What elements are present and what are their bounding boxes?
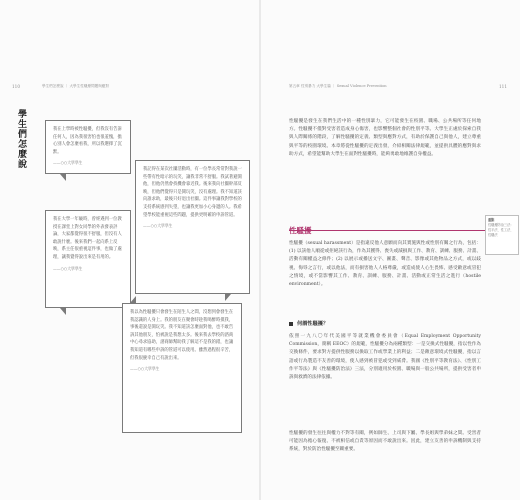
testimonial-bubble-3 [45, 210, 131, 308]
side-note-text: 性騷擾防治三法：性平法、性工法、性騷法 [488, 223, 514, 237]
testimonial-text-3: 我在大學一年級時，曾經遇到一位教授在課堂上對女同學的外表發表評論，大家都覺得很不舒服，但沒有人敢說什麼。後來我們一起向系上反映，系主任很重視這件事，也做了處理，讓我覺得說出來是有用的。 [53, 217, 122, 260]
testimonial-bubble-1 [45, 120, 131, 174]
bubble-tail-1 [60, 174, 66, 181]
testimonial-text-4: 我以為性騷擾只會發生在陌生人之間，沒想到會發生在我認識的人身上。我的朋友在聚會時趁我喝醉時摸我，事後還說是開玩笑。我不知道該怎麼面對他，也不敢告訴其他朋友，怕被說是我想太多。後來我去學校的諮商中心尋求協助，諮商師幫助我了解這不是我的錯，也讓我知道有哪些申訴的管道可以使用。雖然過程很辛苦，但我很慶幸自己有說出來。 [130, 310, 234, 361]
section-paragraph: 性騷擾（sexual harassment）是指違反他人意願而向其實施與性或性別有關之行為，包括：(1) 以該他人順從或拒絕該行為，作為其獲得、喪失或減損與工作、教育、訓練、服務、計畫、活動有關權益之條件；(2) 以展示或播送文字、圖畫、聲音、影像或其他物品之方式，或以歧視、侮辱之言行，或以他法，而有損害他人人格尊嚴，或造成使人心生畏怖、感受敵意或冒犯之情境，或不當影響其工作、教育、訓練、服務、計畫、活動或正常生活之進行（hostile environment）。 [289, 241, 481, 288]
subheading-text: 何謂性騷擾？ [297, 321, 329, 327]
left-page-number: 110 [12, 84, 20, 89]
square-bullet-icon [289, 322, 293, 326]
closing-paragraph: 性騷擾的發生往往與權力不對等有關，例如師生、上司與下屬、學長姐與學弟妹之間。受害者可能因為擔心報復、不被相信或自責等原因而不敢說出來。因此，建立友善的申訴機制與支持系統，對於防治性騷擾至關重要。 [289, 431, 481, 453]
side-note [485, 215, 519, 255]
testimonial-text-1: 我在上學時被性騷擾，但我沒有告訴任何人，因為我很害怕也很羞愧，擔心別人會怎麼看我，所以我選擇了沉默。 [53, 127, 122, 155]
testimonial-bubble-2 [135, 160, 250, 294]
testimonial-bubble-4 [122, 303, 242, 433]
side-note-label: 重點 [488, 218, 495, 222]
testimonial-sig-1: ——○○大學學生 [53, 160, 83, 166]
right-page-number: 111 [499, 84, 507, 89]
bubble-tail-2 [225, 294, 231, 301]
page-title: 學生們怎麼說 [16, 109, 26, 169]
right-running-header: 第五章 性別暴力 大學生篇 ｜ Sexual Violence Prevention [289, 84, 387, 88]
section-heading [289, 218, 509, 237]
bubble-tail-3 [60, 308, 66, 315]
subheading [289, 320, 328, 327]
testimonial-sig-3: ——○○大學學生 [53, 265, 83, 271]
testimonial-sig-4: ——○○大學學生 [130, 366, 160, 372]
intro-paragraph: 性騷擾是發生在我們生活中的一種性別暴力，它可能發生在校園、職場、公共場所等任何地方。性騷擾不僅對受害者造成身心傷害，也影響整個社會的性別平等。大學生正處於探索自我與人際關係的階段，了解性騷擾的定義、類型與應對方式，有助於保護自己與他人，建立尊重與平等的校園環境。本章將從性騷擾的定義出發，介紹相關法律規範，並提供具體的應對與求助方式，希望能幫助大學生在面對性騷擾時，能夠勇敢地維護自身權益。 [289, 119, 481, 157]
sub-paragraph: 依照一九八〇年代美國平等就業機會委員會（Equal Employment Opportunity Commission，簡稱 EEOC）的規範，性騷擾分為兩種類型：一是交換式性騷擾，指以性作為交換條件，要求對方提供性服務以換取工作或學業上的利益；二是敵意環境式性騷擾，指以言語或行為製造不友善的環境，使人感到被冒犯或受到威脅。我國《性別平等教育法》、《性別工作平等法》與《性騷擾防治法》三法，分別適用於校園、職場與一般公共場所，提供受害者申訴與救濟的法律依據。 [289, 334, 481, 381]
testimonial-sig-2: ——○○大學學生 [143, 223, 173, 229]
testimonial-text-2: 我記得在某次社團活動時，有一位學長常常對我說一些帶有性暗示的玩笑，讓我非常不舒服。我試著避開他，但他仍然會找機會靠近我。後來我向社團幹部反映，但他們覺得只是開玩笑，沒有處理。我不知道該向誰求助，最後只好退出社團。這件事讓我對學校的支持系統感到失望，也讓我更加小心身邊的人。我希望學校能重視這些問題，提供更明確的申訴管道。 [143, 167, 242, 218]
bubble-tail-4 [130, 296, 136, 303]
left-running-header: 學生們怎麼說 ｜ 大學生性騷擾問題與應對 [42, 84, 109, 88]
